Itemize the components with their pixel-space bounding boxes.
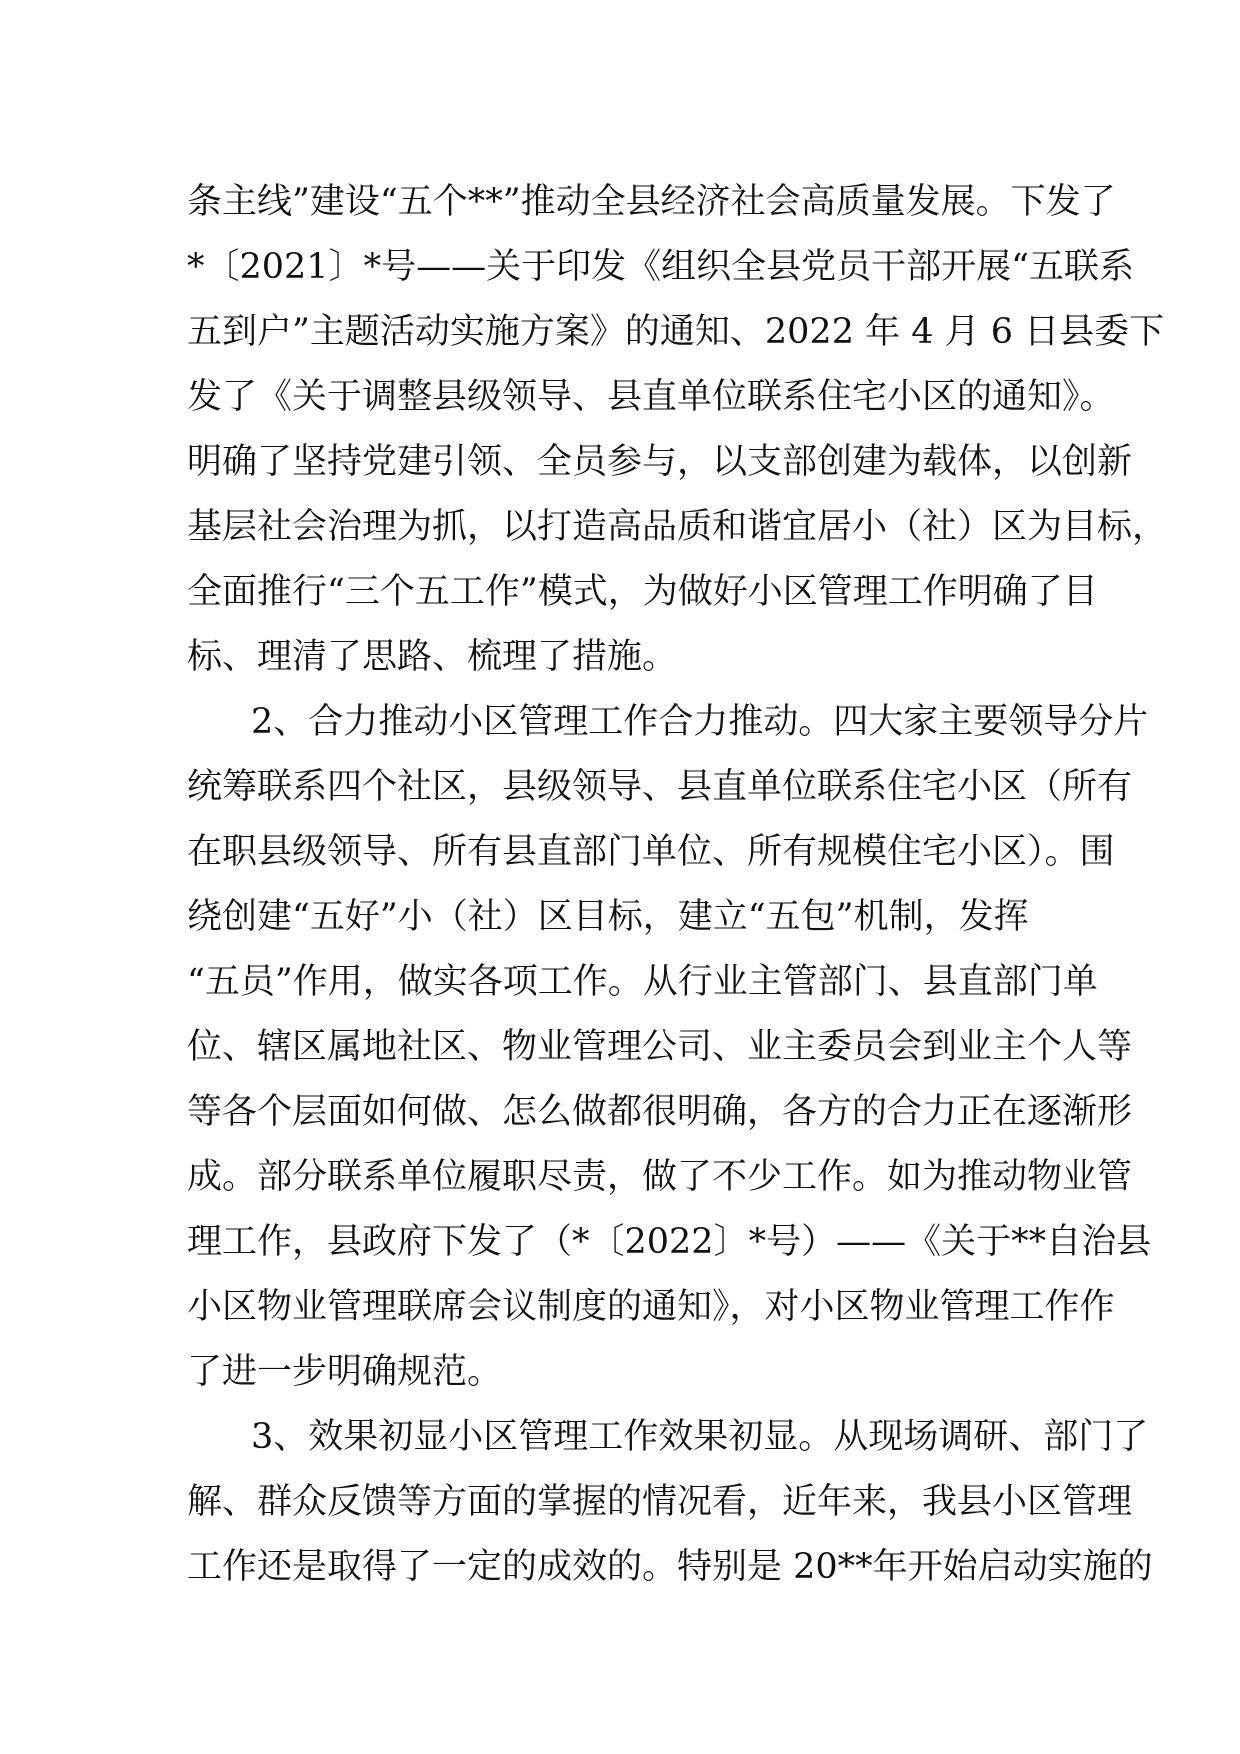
text-line: 3、效果初显小区管理工作效果初显。从现场调研、部门了: [251, 1417, 1149, 1457]
text-line: 等各个层面如何做、怎么做都很明确，各方的合力正在逐渐形: [187, 1092, 1133, 1132]
text-line: 条主线”建设“五个**”推动全县经济社会高质量发展。下发了: [187, 182, 1116, 222]
text-line: 统筹联系四个社区，县级领导、县直单位联系住宅小区（所有: [187, 767, 1133, 807]
document-body: [187, 170, 1168, 1600]
text-line: 了进一步明确规范。: [187, 1352, 503, 1392]
text-line: 解、群众反馈等方面的掌握的情况看，近年来，我县小区管理: [187, 1482, 1133, 1522]
text-line: 明确了坚持党建引领、全员参与，以支部创建为载体，以创新: [187, 442, 1133, 482]
text-line: 理工作，县政府下发了（*〔2022〕*号）——《关于**自治县: [187, 1222, 1152, 1262]
text-line: *〔2021〕*号——关于印发《组织全县党员干部开展“五联系: [187, 247, 1134, 287]
paragraph-1: [187, 170, 1168, 690]
text-line: 绕创建“五好”小（社）区目标，建立“五包”机制，发挥: [187, 897, 1029, 937]
text-line: 位、辖区属地社区、物业管理公司、业主委员会到业主个人等: [187, 1027, 1133, 1067]
text-line: 2、合力推动小区管理工作合力推动。四大家主要领导分片: [251, 702, 1149, 742]
paragraph-3: [187, 1405, 1153, 1600]
text-line: 成。部分联系单位履职尽责，做了不少工作。如为推动物业管: [187, 1157, 1133, 1197]
paragraph-2: [187, 690, 1152, 1405]
text-line: “五员”作用，做实各项工作。从行业主管部门、县直部门单: [187, 962, 1098, 1002]
text-line: 小区物业管理联席会议制度的通知》，对小区物业管理工作作: [187, 1287, 1115, 1327]
text-line: 五到户”主题活动实施方案》的通知、2022 年 4 月 6 日县委下: [187, 312, 1165, 352]
text-line: 全面推行“三个五工作”模式，为做好小区管理工作明确了目: [187, 572, 1098, 612]
text-line: 标、理清了思路、梳理了措施。: [187, 637, 678, 677]
text-line: 发了《关于调整县级领导、县直单位联系住宅小区的通知》。: [187, 377, 1115, 417]
text-line: 在职县级领导、所有县直部门单位、所有规模住宅小区）。围: [187, 832, 1115, 872]
text-line: 工作还是取得了一定的成效的。特别是 20**年开始启动实施的: [187, 1547, 1153, 1587]
text-line: 基层社会治理为抓，以打造高品质和谐宜居小（社）区为目标，: [187, 507, 1168, 547]
